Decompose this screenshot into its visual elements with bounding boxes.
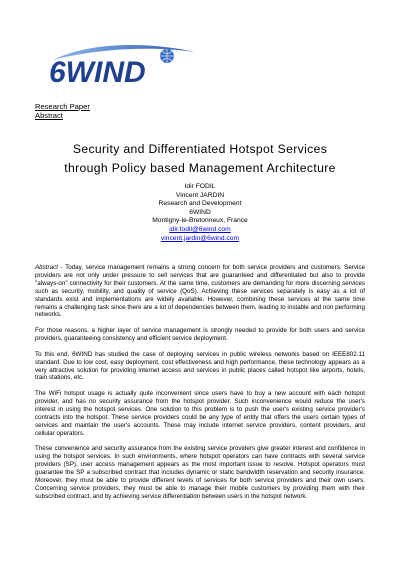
paper-title — [20, 140, 380, 178]
paragraph: These convenience and security assurance from the existing service providers give greater interest and confidence in using the hotspot services. In such environments, where hotspot operators can have contracts with several service providers (SP), user access management appears as the most important issue to resolve. Hotspot operators must guarantee the SP a subscribed contract that includes dynamic or static bandwidth reservation and security insurance. Moreover, they must be able to provide different levels of services for both service providers and their own users. Concerning service providers, they must be able to manage their mobile customers by providing them with their subscribed contract, and by achieving service differentiation between users in the hotspot network. — [35, 445, 365, 500]
logo-wordmark: 6WIND — [49, 56, 146, 88]
author-name: Idir FODIL — [184, 183, 216, 190]
paragraph: To this end, 6WIND has studied the case of deploying services in public wireless networks based on IEEE802.11 standard. Due to low cost, easy deployment, cost effectiveness and high performance, these technology appears as a very attractive solution for providing internet access and services in public places called hotspot like airports, hotels, train stations, etc. — [35, 350, 365, 382]
paragraph: The WiFi hotspot usage is actually quite inconvenient since users have to buy a new account with each hotspot provider, and has no security assurance from the hotspot provider. Such inconvenience would reduce the user's interest in using the hotspot services. One solution to this problem is to push the user's existing service provider's contracts into the hotspot. These service providers could be any type of entity that offers the users certain types of services and maintain the user's accounts. These may include internet service providers, content providers, and cellular operators. — [35, 390, 365, 437]
title-line-1: Security and Differentiated Hotspot Services — [72, 142, 328, 156]
paragraph: Abstract - Today, service management remains a strong concern for both service providers and customers. Service providers are not only under pressure to sell services that are guaranteed and differentiated but also to provide "always-on" connectivity for their customers. At the same time, customers are demanding for more discerning services such as security, mobility, and quality of service (QoS). Achieving these services separately is easy as a lot of standards exist and implementations are widely available. However, combining these services at the same time remains a challenging task since there are a lot of dependencies between them, leading to instable and non performing networks. — [35, 264, 365, 319]
paper-type — [35, 102, 90, 120]
author-location: Montigny-le-Bretonneux, France — [152, 217, 248, 225]
email-link[interactable]: idir.fodil@6wind.com — [169, 225, 231, 233]
author-block — [0, 183, 400, 243]
company-logo — [45, 38, 225, 88]
author-company: 6WIND — [189, 208, 211, 216]
abstract-label: Abstract — [35, 264, 58, 271]
paper-type-line: Research Paper — [35, 102, 90, 111]
author-department: Research and Development — [158, 200, 242, 208]
paper-section-line: Abstract — [35, 111, 63, 120]
title-line-2: through Policy based Management Architecture — [64, 161, 336, 175]
6wind-logo-graphic — [45, 38, 225, 88]
abstract-body — [35, 264, 365, 509]
email-link[interactable]: vincent.jardin@6wind.com — [160, 234, 240, 242]
author-name: Vincent JARDIN — [175, 191, 225, 199]
paragraph: For those reasons, a higher layer of service management is strongly needed to provide for both users and service providers, guaranteeing consistency and efficient service deployment. — [35, 327, 365, 343]
